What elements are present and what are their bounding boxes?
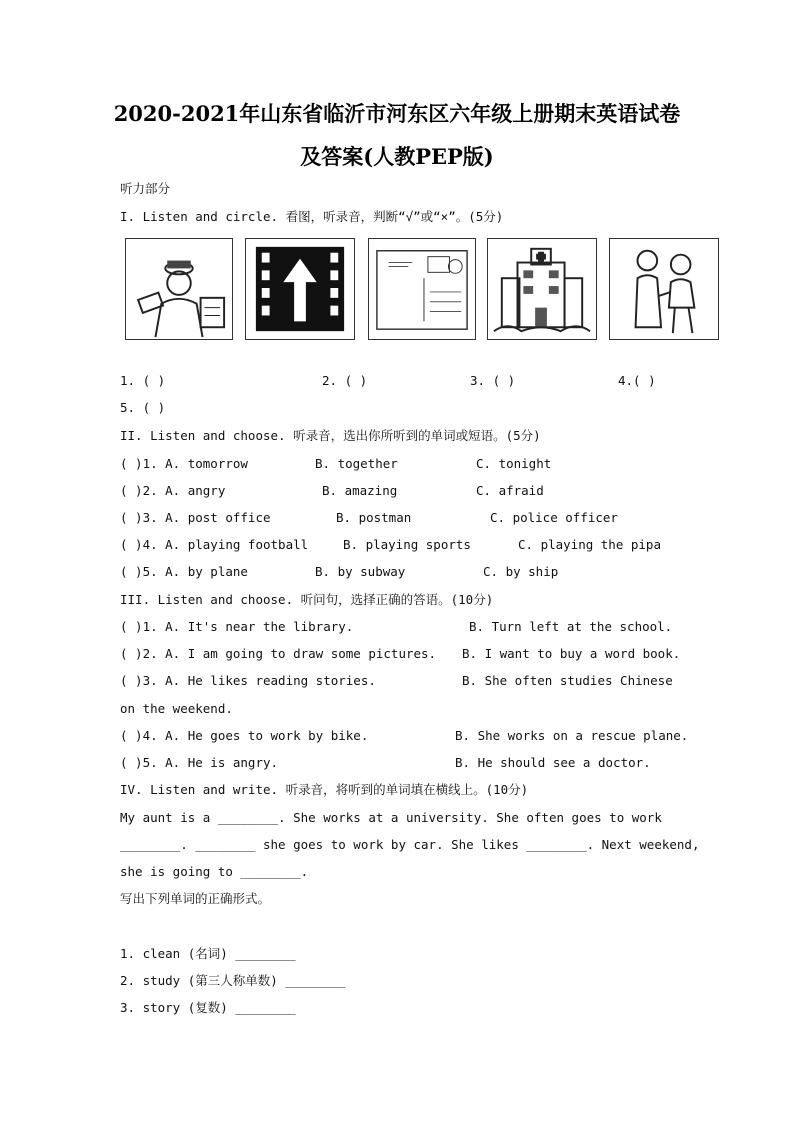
- s2-q5-c: C. by ship: [483, 564, 559, 579]
- s2-q1: ( )1. A. tomorrow: [120, 456, 248, 471]
- s3-q1: ( )1. A. It's near the library.: [120, 619, 354, 634]
- exam-title-line2: 及答案(人教PEP版): [300, 144, 494, 169]
- s5-item2: 2. study (第三人称单数) ________: [120, 973, 346, 988]
- s2-q1-c: C. tonight: [476, 456, 552, 471]
- exam-title-line1: 2020-2021年山东省临沂市河东区六年级上册期末英语试卷: [113, 101, 681, 126]
- s2-q2-b: B. amazing: [322, 483, 398, 498]
- s2-q3-b: B. postman: [336, 510, 412, 525]
- answer-blank-1[interactable]: 1. ( ): [120, 373, 166, 388]
- section1-heading: I. Listen and circle. 看图，听录音，判断“√”或“×”。(5分): [120, 209, 504, 224]
- s2-q5: ( )5. A. by plane: [120, 564, 248, 579]
- hospital-icon: [487, 238, 597, 340]
- s2-q2: ( )2. A. angry: [120, 483, 226, 498]
- s2-q2-c: C. afraid: [476, 483, 544, 498]
- s4-line1: My aunt is a ________. She works at a university. She often goes to work: [120, 810, 662, 825]
- section4-heading: IV. Listen and write. 听录音，将听到的单词填在横线上。(10分): [120, 782, 529, 797]
- s3-q4: ( )4. A. He goes to work by bike.: [120, 728, 369, 743]
- couple-icon: [609, 238, 719, 340]
- s3-q5-b: B. He should see a doctor.: [455, 755, 651, 770]
- s4-line2: ________. ________ she goes to work by car. She likes ________. Next weekend,: [120, 837, 700, 852]
- s3-q1-b: B. Turn left at the school.: [469, 619, 673, 634]
- s5-item1: 1. clean (名词) ________: [120, 946, 296, 961]
- section5-heading: 写出下列单词的正确形式。: [120, 891, 271, 906]
- s3-q5: ( )5. A. He is angry.: [120, 755, 279, 770]
- section3-heading: III. Listen and choose. 听问句，选择正确的答语。(10分): [120, 592, 494, 607]
- answer-blank-2[interactable]: 2. ( ): [322, 373, 368, 388]
- s2-q4-c: C. playing the pipa: [518, 537, 661, 552]
- listening-header: 听力部分: [120, 181, 171, 196]
- s3-q2-b: B. I want to buy a word book.: [462, 646, 681, 661]
- s3-q3-cont: on the weekend.: [120, 701, 233, 716]
- s3-q2: ( )2. A. I am going to draw some pictures.: [120, 646, 437, 661]
- s2-q5-b: B. by subway: [315, 564, 406, 579]
- s2-q3-c: C. police officer: [490, 510, 618, 525]
- s2-q4-b: B. playing sports: [343, 537, 471, 552]
- answer-blank-4[interactable]: 4.( ): [618, 373, 656, 388]
- postcard-icon: [368, 238, 476, 340]
- s2-q3: ( )3. A. post office: [120, 510, 271, 525]
- section2-heading: II. Listen and choose. 听录音，选出你所听到的单词或短语。(5分): [120, 428, 541, 443]
- police-officer-icon: [125, 238, 233, 340]
- answer-blank-5[interactable]: 5. ( ): [120, 400, 166, 415]
- film-arrow-icon: [245, 238, 355, 340]
- s2-q1-b: B. together: [315, 456, 398, 471]
- s5-item3: 3. story (复数) ________: [120, 1000, 296, 1015]
- s4-line3: she is going to ________.: [120, 864, 309, 879]
- answer-blank-3[interactable]: 3. ( ): [470, 373, 516, 388]
- s3-q4-b: B. She works on a rescue plane.: [455, 728, 689, 743]
- s3-q3: ( )3. A. He likes reading stories.: [120, 673, 376, 688]
- s3-q3-b: B. She often studies Chinese: [462, 673, 673, 688]
- s2-q4: ( )4. A. playing football: [120, 537, 309, 552]
